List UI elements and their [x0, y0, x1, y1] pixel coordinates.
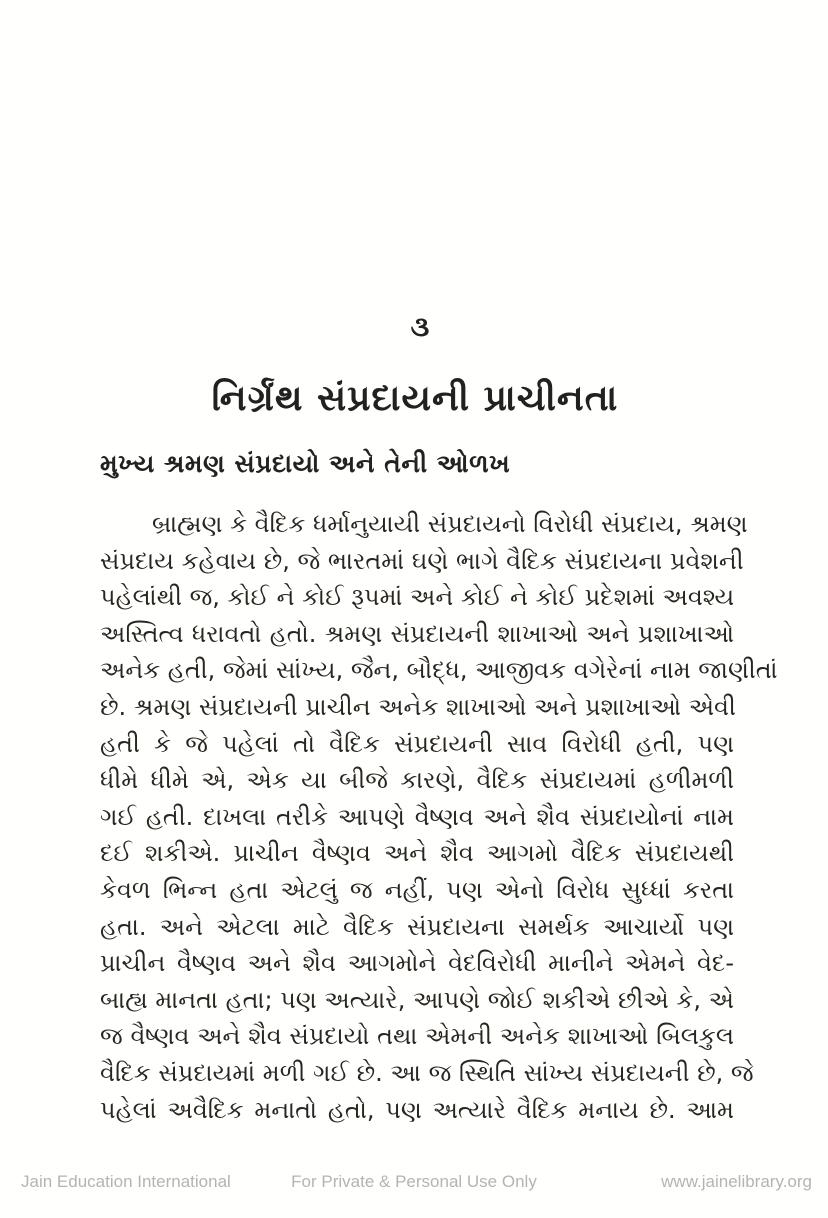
body-line: અસ્તિત્વ ધરાવતો હતો. શ્રમણ સંપ્રદાયની શાખાઓ અને પ્રશાખાઓ [100, 619, 734, 648]
body-line: અનેક હતી, જેમાં સાંખ્ય, જૈન, બૌદ્ધ, આજીવક વગેરેનાં નામ જાણીતાં [100, 656, 778, 685]
page-footer [0, 1172, 828, 1192]
body-line: હતા. અને એટલા માટે વૈદિક સંપ્રદાયના સમર્થક આચાર્યો પણ [100, 912, 734, 941]
body-line: પહેલાંથી જ, કોઈ ને કોઈ રૂપમાં અને કોઈ ને કોઈ પ્રદેશમાં અવશ્ય [100, 583, 735, 612]
footer-website: www.jainelibrary.org [661, 1172, 812, 1191]
body-line: બ્રાહ્મણ કે વૈદિક ધર્માનુયાયી સંપ્રદાયનો વિરોધી સંપ્રદાય, શ્રમણ [152, 510, 748, 538]
body-line: ગઈ હતી. દાખલા તરીકે આપણે વૈષ્ણવ અને શૈવ સંપ્રદાયોનાં નામ [100, 802, 734, 831]
body-line: બાહ્ય માનતા હતા; પણ અત્યારે, આપણે જોઈ શકીએ છીએ કે, એ [100, 985, 734, 1014]
section-heading: મુખ્ય શ્રમણ સંપ્રદાયો અને તેની ઓળખ [100, 449, 511, 478]
body-line: કેવળ ભિન્ન હતા એટલું જ નહીં, પણ એનો વિરોધ સુધ્ધાં કરતા [100, 875, 734, 904]
body-paragraph [100, 506, 778, 1128]
chapter-title: નિર્ગ્રંથ સંપ્રદાયની પ્રાચીનતા [211, 378, 619, 419]
footer-publisher: Jain Education International [21, 1172, 231, 1191]
body-line: પ્રાચીન વૈષ્ણવ અને શૈવ આગમોને વેદવિરોધી માનીને એમને વેદ- [100, 949, 734, 978]
body-line: સંપ્રદાય કહેવાય છે, જે ભારતમાં ઘણે ભાગે વૈદિક સંપ્રદાયના પ્રવેશની [100, 546, 744, 575]
body-line: છે. શ્રમણ સંપ્રદાયની પ્રાચીન અનેક શાખાઓ અને પ્રશાખાઓ એવી [100, 692, 736, 721]
body-line: વૈદિક સંપ્રદાયમાં મળી ગઈ છે. આ જ સ્થિતિ સાંખ્ય સંપ્રદાયની છે, જે [100, 1058, 754, 1087]
footer-usage-notice: For Private & Personal Use Only [291, 1172, 537, 1191]
body-line: દઈ શકીએ. પ્રાચીન વૈષ્ણવ અને શૈવ આગમો વૈદિક સંપ્રદાયથી [100, 839, 734, 868]
page-number: ૩ [410, 310, 430, 343]
body-line: જ વૈષ્ણવ અને શૈવ સંપ્રદાયો તથા એમની અનેક શાખાઓ બિલકુલ [100, 1022, 734, 1051]
body-line: પહેલાં અવૈદિક મનાતો હતો, પણ અત્યારે વૈદિક મનાય છે. આમ [100, 1095, 734, 1124]
body-line: ધીમે ધીમે એ, એક યા બીજે કારણે, વૈદિક સંપ્રદાયમાં હળીમળી [100, 766, 734, 795]
body-line: હતી કે જે પહેલાં તો વૈદિક સંપ્રદાયની સાવ વિરોધી હતી, પણ [100, 729, 734, 758]
